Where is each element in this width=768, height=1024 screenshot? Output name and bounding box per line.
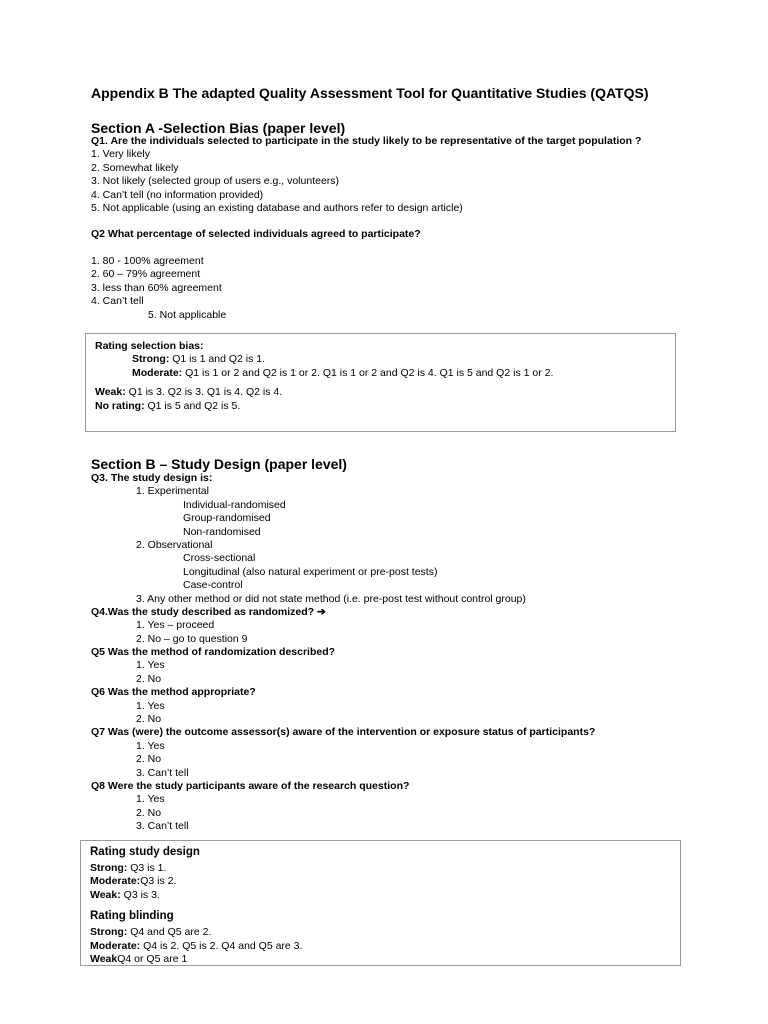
strong-text: Q1 is 1 and Q2 is 1.: [172, 353, 266, 366]
design-weak-label: Weak:: [90, 888, 121, 901]
blinding-weak-label: Weak: [90, 952, 118, 965]
design-strong-row: [90, 862, 680, 875]
weak-label: Weak:: [95, 386, 126, 399]
q2-option: 2. 60 – 79% agreement: [91, 268, 201, 281]
section-a-heading: Section A -Selection Bias (paper level): [91, 120, 346, 136]
q1-block: [91, 135, 641, 215]
rating-selection-bias-heading: Rating selection bias:: [95, 340, 204, 352]
design-strong-text: Q3 is 1.: [130, 862, 167, 874]
q1-option: 4. Can’t tell (no information provided): [91, 188, 264, 201]
q2-option: 5. Not applicable: [148, 308, 227, 321]
q8-question: Q8 Were the study participants aware of the research question?: [91, 779, 410, 792]
q2-option: 1. 80 - 100% agreement: [91, 255, 204, 267]
q2-option: 4. Can’t tell: [91, 295, 144, 308]
moderate-label: Moderate:: [132, 366, 183, 379]
q1-option: 3. Not likely (selected group of users e.g., volunteers): [91, 175, 340, 188]
norating-text: Q1 is 5 and Q2 is 5.: [147, 399, 241, 412]
weak-text: Q1 is 3. Q2 is 3. Q1 is 4. Q2 is 4.: [128, 386, 283, 399]
q3-experimental-item: Group-randomised: [183, 512, 271, 525]
q2-question: Q2 What percentage of selected individuals agreed to participate?: [91, 228, 421, 240]
q1-option: 5. Not applicable (using an existing database and authors refer to design article): [91, 201, 463, 214]
blinding-moderate-text: Q4 is 2. Q5 is 2. Q4 and Q5 are 3.: [143, 939, 303, 952]
rating-moderate-row: [95, 367, 675, 380]
blinding-strong-text: Q4 and Q5 are 2.: [130, 926, 212, 939]
q6-question: Q6 Was the method appropriate?: [91, 686, 256, 699]
q4-option: 2. No – go to question 9: [136, 632, 248, 645]
q7-option: 2. No: [136, 753, 162, 766]
rating-study-design-heading: Rating study design: [90, 846, 200, 858]
rating-study-design-box: [80, 840, 681, 966]
q3-experimental-item: Non-randomised: [183, 525, 261, 538]
rating-strong-row: [95, 353, 675, 366]
rating-study-design: [81, 841, 680, 966]
q7-question: Q7 Was (were) the outcome assessor(s) aware of the intervention or exposure status of participants?: [91, 726, 596, 739]
design-weak-text: Q3 is 3.: [123, 888, 160, 901]
blinding-moderate-row: [90, 940, 680, 953]
design-moderate-text: Q3 is 2.: [140, 875, 177, 888]
q6-option: 2. No: [136, 713, 162, 726]
moderate-text: Q1 is 1 or 2 and Q2 is 1 or 2. Q1 is 1 or 2 and Q2 is 4. Q1 is 5 and Q2 is 1 or 2.: [185, 366, 554, 379]
q3-other: 3. Any other method or did not state method (i.e. pre-post test without control group): [136, 592, 526, 605]
section-b-questions: [91, 472, 595, 834]
q7-option: 3. Can’t tell: [136, 766, 189, 779]
q5-question: Q5 Was the method of randomization described?: [91, 646, 336, 659]
q6-option: 1. Yes: [136, 699, 165, 712]
design-moderate-row: [90, 875, 680, 888]
blinding-weak-text: Q4 or Q5 are 1: [117, 952, 188, 965]
blinding-weak-row: [90, 953, 680, 966]
design-weak-row: [90, 889, 680, 902]
q3-experimental-item: Individual-randomised: [183, 498, 286, 511]
blinding-moderate-label: Moderate:: [90, 939, 141, 952]
q2-block: [91, 228, 421, 241]
q4-question: Q4.Was the study described as randomized? ➔: [91, 605, 326, 618]
q8-option: 3. Can’t tell: [136, 820, 189, 833]
rating-blinding-heading: Rating blinding: [90, 910, 174, 923]
rating-norating-row: [95, 400, 675, 413]
q7-option: 1. Yes: [136, 739, 165, 752]
q1-option: 1. Very likely: [91, 148, 150, 161]
q3-observational-item: Cross-sectional: [183, 552, 256, 565]
rating-selection-bias: [86, 334, 675, 413]
blinding-strong-label: Strong:: [90, 926, 128, 939]
design-moderate-label: Moderate:: [90, 875, 141, 888]
q8-option: 1. Yes: [136, 793, 165, 806]
q8-option: 2. No: [136, 806, 162, 819]
page-title: Appendix B The adapted Quality Assessment Tool for Quantitative Studies (QATQS): [91, 85, 649, 101]
q1-option: 2. Somewhat likely: [91, 161, 179, 174]
section-b-heading: Section B – Study Design (paper level): [91, 456, 347, 472]
rating-weak-row: [95, 386, 675, 399]
q5-option: 1. Yes: [136, 659, 165, 672]
blinding-strong-row: [90, 926, 680, 939]
q4-option: 1. Yes – proceed: [136, 619, 215, 632]
q3-question: Q3. The study design is:: [91, 472, 213, 484]
rating-selection-bias-box: [85, 333, 676, 432]
q3-observational-item: Case-control: [183, 579, 243, 592]
q3-experimental: 1. Experimental: [136, 485, 209, 498]
q3-observational-item: Longitudinal (also natural experiment or pre-post tests): [183, 565, 438, 578]
norating-label: No rating:: [95, 399, 145, 412]
q2-options: [91, 255, 226, 322]
q2-option: 3. less than 60% agreement: [91, 281, 222, 294]
q5-option: 2. No: [136, 672, 162, 685]
q3-observational: 2. Observational: [136, 538, 213, 551]
design-strong-label: Strong:: [90, 862, 128, 874]
strong-label: Strong:: [132, 353, 170, 366]
q1-question: Q1. Are the individuals selected to participate in the study likely to be representative of the target population ?: [91, 135, 642, 147]
